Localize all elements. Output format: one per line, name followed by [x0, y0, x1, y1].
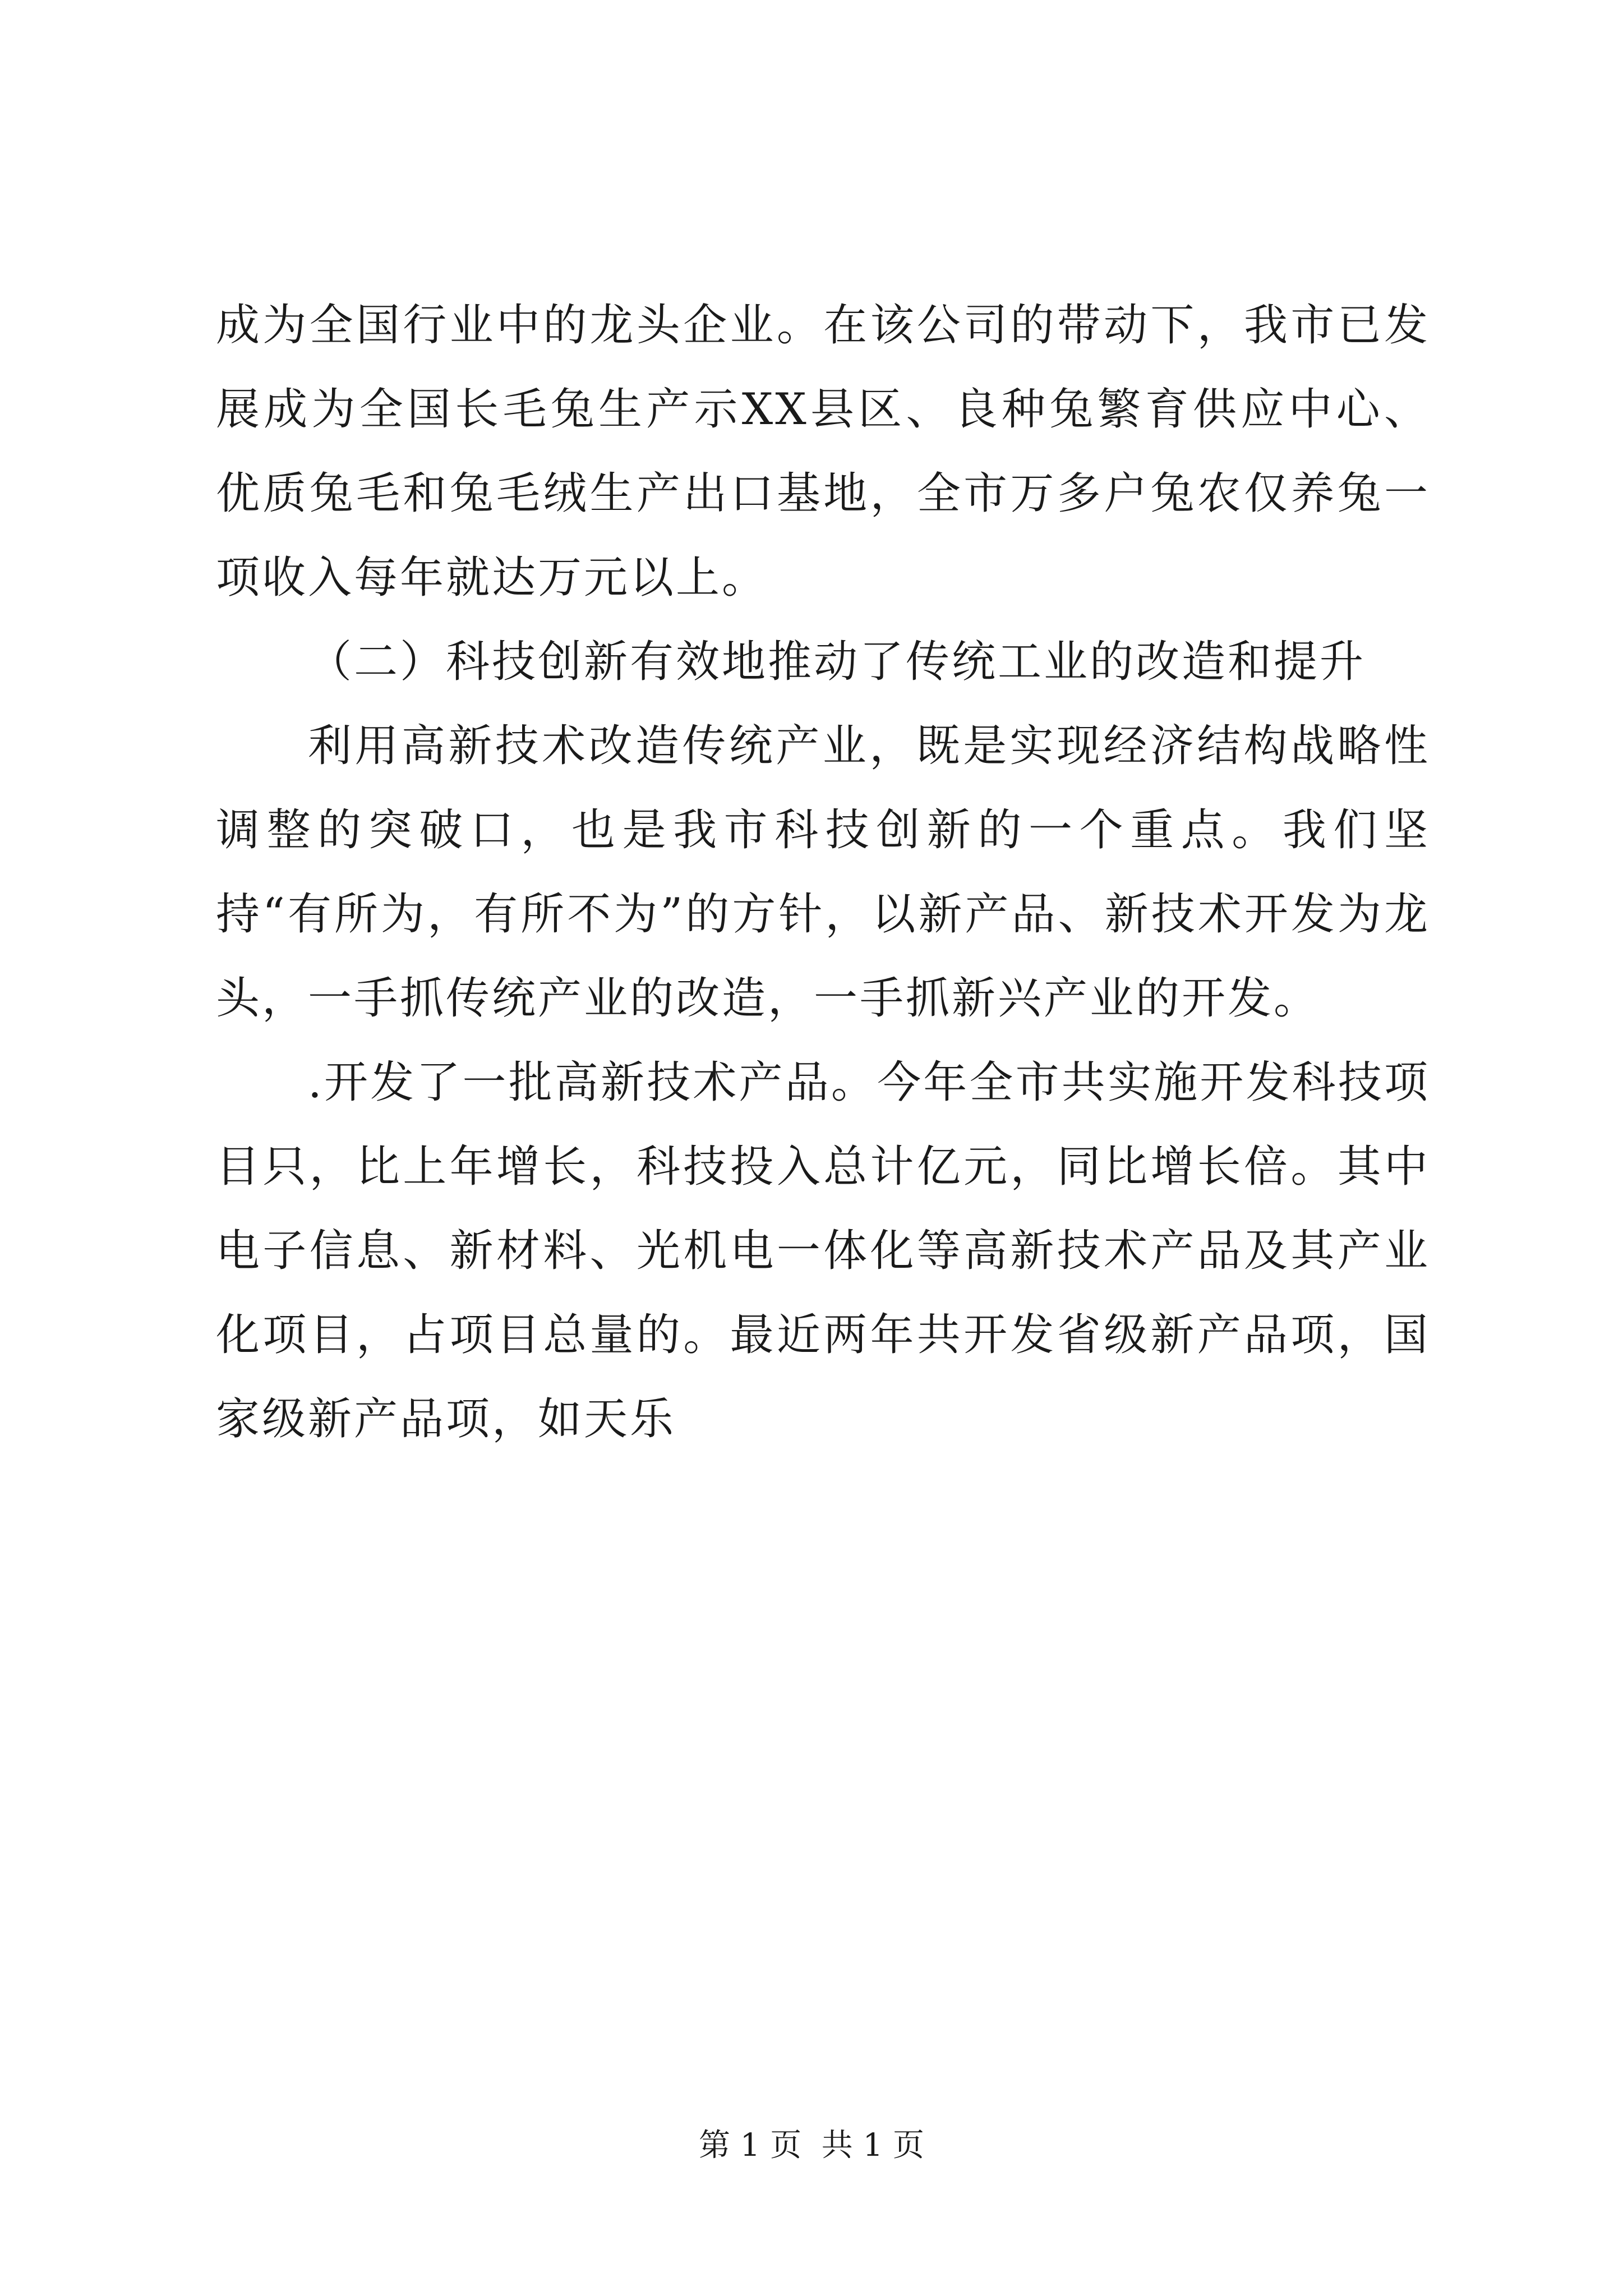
section-heading: （二）科技创新有效地推动了传统工业的改造和提升 — [308, 637, 1366, 687]
paragraph-strategy: 利用高新技术改造传统产业，既是实现经济结构战略性调整的突破口，也是我市科技创新的一个重点。我们坚持“有所为，有所不为”的方针，以新产品、新技术开发为龙头，一手抓传统产业的改造，一手抓新兴产业的开发。 — [216, 721, 1430, 1024]
page-number-label: 第 1 页 共 1 页 — [698, 2127, 925, 2164]
document-body — [216, 283, 1430, 1461]
paragraph-continuation: 成为全国行业中的龙头企业。在该公司的带动下，我市已发展成为全国长毛兔生产示XX县区、良种兔繁育供应中心、优质兔毛和兔毛绒生产出口基地，全市万多户兔农仅养兔一项收入每年就达万元以上。 — [216, 300, 1430, 603]
paragraph-products: .开发了一批高新技术产品。今年全市共实施开发科技项目只，比上年增长，科技投入总计亿元，同比增长倍。其中电子信息、新材料、光机电一体化等高新技术产品及其产业化项目，占项目总量的。最近两年共开发省级新产品项，国家级新产品项，如天乐 — [216, 1057, 1430, 1444]
page-footer — [0, 2126, 1623, 2165]
